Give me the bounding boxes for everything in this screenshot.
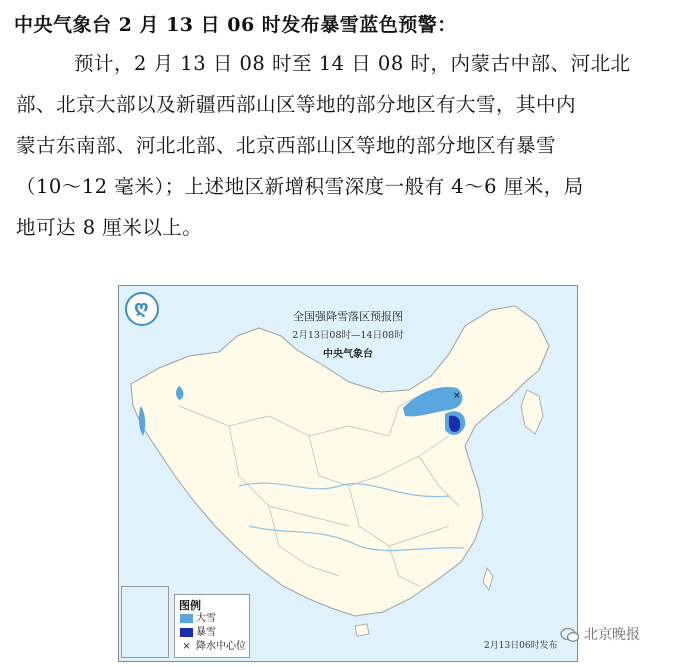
cma-logo: ღ [125, 292, 159, 326]
heavy-snow-swatch [180, 614, 193, 623]
map-agency: 中央气象台 [323, 349, 373, 360]
blizzard-swatch [180, 628, 193, 637]
precip-center-marker: × [453, 391, 461, 401]
paragraph-line-1: 预计，2 月 13 日 08 时至 14 日 08 时，内蒙古中部、河北北 [74, 52, 631, 75]
south-china-sea-inset [121, 586, 169, 658]
map-legend [174, 594, 250, 658]
legend-item-precip-center: × 降水中心位 [182, 641, 246, 652]
map-subtitle: 2月13日08时—14日08时 [292, 330, 404, 341]
paragraph-line-2: 部、北京大部以及新疆西部山区等地的部分地区有大雪，其中内 [16, 93, 577, 116]
legend-item-heavy-snow: 大雪 [180, 613, 216, 625]
warning-paragraph [16, 43, 676, 248]
legend-item-blizzard: 暴雪 [180, 627, 216, 639]
paragraph-line-3: 蒙古东南部、河北北部、北京西部山区等地的部分地区有暴雪 [16, 134, 557, 157]
headline: 中央气象台 2 月 13 日 06 时发布暴雪蓝色预警： [14, 14, 457, 36]
watermark: 北京晚报 [560, 624, 640, 644]
paragraph-line-5: 地可达 8 厘米以上。 [16, 216, 203, 239]
issue-date: 2月13日06时发布 [484, 641, 558, 651]
map-title: 全国强降雪落区预报图 [293, 310, 403, 323]
snowfall-forecast-map [118, 285, 578, 662]
legend-title: 图例 [179, 599, 201, 612]
hainan-island [355, 624, 369, 636]
paragraph-line-4: （10～12 毫米）；上述地区新增积雪深度一般有 4～6 厘米，局 [16, 175, 584, 198]
wechat-icon [560, 627, 580, 643]
